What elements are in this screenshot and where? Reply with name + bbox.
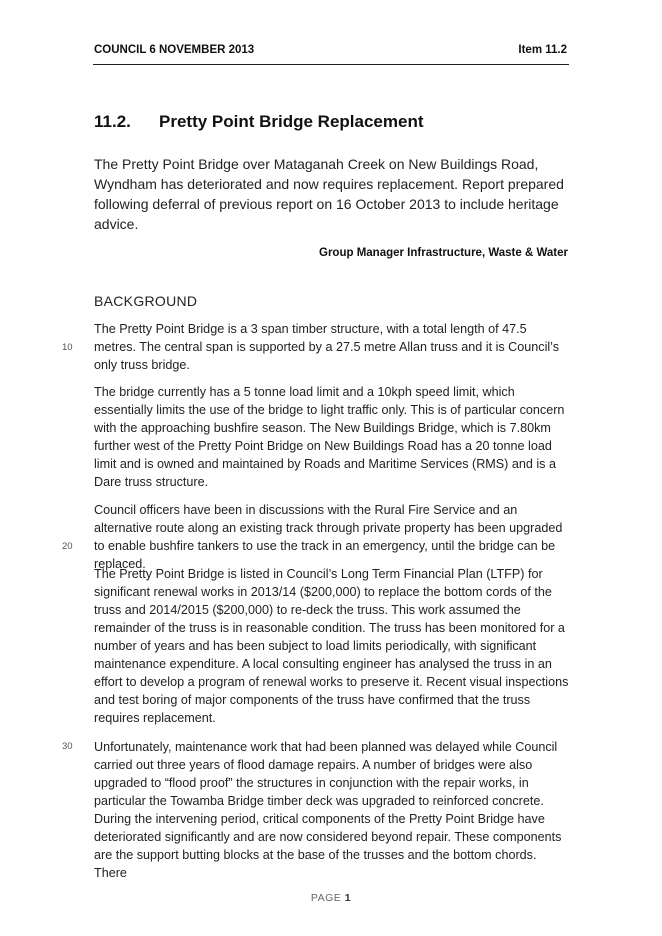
author-line: Group Manager Infrastructure, Waste & Water [319, 247, 568, 259]
item-number: 11.2. [94, 112, 131, 131]
body-paragraph: Unfortunately, maintenance work that had been planned was delayed while Council carried out three years of flood damage repairs. A number of bridges were also upgraded to “flood proof” the structures in conjunction with the repair works, in particular the Towamba Bridge timber deck was upgraded to reinforced concrete. During the intervening period, critical components of the Pretty Point Bridge have deteriorated significantly and are now considered beyond repair. These components are the support butting blocks at the base of the trusses and the bottom chords. There [94, 740, 562, 880]
body-paragraph: The Pretty Point Bridge is listed in Council’s Long Term Financial Plan (LTFP) for significant renewal works in 2013/14 ($200,000) to replace the bottom cords of the truss and 2014/2015 ($200,000) to re-deck the truss. This work assumed the remainder of the truss is in reasonable condition. The truss has been monitored for a number of years and has been subject to load limits periodically, with significant maintenance expenditure. A local consulting engineer has analysed the truss in an effort to develop a program of renewal works to preserve it. Recent visual inspections and test boring of major components of the truss have confirmed that the truss requires replacement. [94, 567, 569, 725]
body-paragraph: The Pretty Point Bridge is a 3 span timber structure, with a total length of 47.5 metres. The central span is supported by a 27.5 metre Allan truss and it is Council’s only truss bridge. [94, 322, 560, 372]
line-number: 30 [62, 741, 73, 752]
body-paragraph: The bridge currently has a 5 tonne load limit and a 10kph speed limit, which essentially limits the use of the bridge to light traffic only. This is of particular concern with the approaching bushfire season. The New Buildings Bridge, which is 7.80km further west of the Pretty Point Bridge on New Buildings Road has a 20 tonne load limit and is owned and maintained by Roads and Maritime Services (RMS) and is a Dare truss structure. [94, 385, 565, 489]
page-label: PAGE [310, 892, 342, 904]
meeting-label: COUNCIL 6 NOVEMBER 2013 [94, 44, 255, 56]
body-paragraph: Council officers have been in discussions with the Rural Fire Service and an alternative route along an existing track through private property has been upgraded to enable bushfire tankers to use the track in an emergency, until the bridge can be replaced. [94, 503, 563, 571]
item-title [94, 112, 424, 132]
summary-paragraph: The Pretty Point Bridge over Mataganah Creek on New Buildings Road, Wyndham has deteriorated and now requires replacement. Report prepared following deferral of previous report on 16 October 2013 to include heritage advice. [94, 156, 564, 232]
page-header [94, 44, 567, 56]
page-footer [0, 892, 662, 904]
item-label: Item 11.2 [518, 44, 567, 56]
line-number: 20 [62, 541, 73, 552]
item-title-text: Pretty Point Bridge Replacement [159, 112, 424, 131]
header-divider [93, 64, 569, 65]
section-heading: BACKGROUND [94, 293, 198, 309]
page-number: 1 [344, 892, 352, 904]
line-number: 10 [62, 342, 73, 353]
